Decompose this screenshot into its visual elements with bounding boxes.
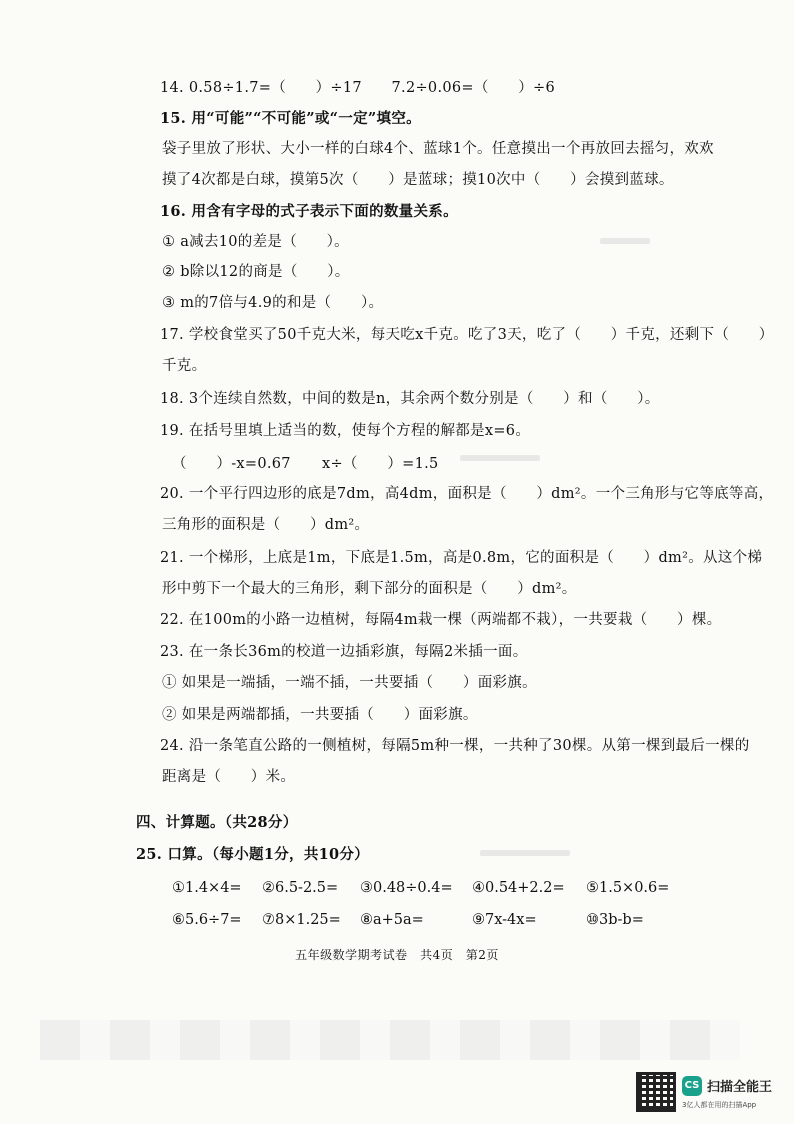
scanner-tagline: 3亿人都在用的扫描App: [682, 1101, 757, 1109]
question-20-text-b: 三角形的面积是（ ）dm²。: [162, 517, 370, 533]
question-19-equation-1: （ ）-x=0.67: [172, 456, 291, 472]
question-16-item-2: ② b除以12的商是（ ）。: [162, 264, 350, 280]
question-21-text-a: 21. 一个梯形，上底是1m，下底是1.5m，高是0.8m，它的面积是（ ）dm²。从这个梯: [160, 550, 763, 566]
question-23-item-2: ② 如果是两端都插，一共要插（ ）面彩旗。: [162, 707, 478, 723]
question-16-item-3: ③ m的7倍与4.9的和是（ ）。: [162, 295, 384, 311]
bleed-through-band: [40, 1020, 740, 1060]
scanner-app-name: 扫描全能王: [707, 1080, 773, 1095]
oral-calc-item: ⑦8×1.25=: [262, 912, 341, 928]
question-19-equation-2: x÷（ ）=1.5: [322, 456, 439, 472]
question-15-title: 15. 用“可能”“不可能”或“一定”填空。: [160, 110, 421, 127]
question-16-item-1: ① a减去10的差是（ ）。: [162, 234, 349, 250]
question-15-text-a: 袋子里放了形状、大小一样的白球4个、蓝球1个。任意摸出一个再放回去摇匀，欢欢: [162, 141, 714, 157]
question-20-text-a: 20. 一个平行四边形的底是7dm，高4dm，面积是（ ）dm²。一个三角形与它等底等高，: [160, 486, 774, 502]
oral-calc-item: ⑤1.5×0.6=: [586, 880, 670, 896]
qr-code-icon: [636, 1072, 676, 1112]
oral-calc-item: ⑨7x-4x=: [472, 912, 537, 928]
question-17-text-b: 千克。: [162, 358, 207, 374]
question-23-item-1: ① 如果是一端插，一端不插，一共要插（ ）面彩旗。: [162, 675, 537, 691]
oral-calc-item: ⑥5.6÷7=: [172, 912, 242, 928]
section-4-title: 四、计算题。（共28分）: [136, 814, 298, 831]
oral-calc-item: ①1.4×4=: [172, 880, 242, 896]
page-footer: 五年级数学期考试卷 共4页 第2页: [295, 948, 499, 962]
oral-calc-item: ⑧a+5a=: [360, 912, 424, 928]
question-19-title: 19. 在括号里填上适当的数，使每个方程的解都是x=6。: [160, 423, 531, 439]
scan-smudge: [480, 850, 570, 856]
camscanner-logo-icon: CS: [682, 1076, 702, 1096]
question-24-text-a: 24. 沿一条笔直公路的一侧植树，每隔5m种一棵，一共种了30棵。从第一棵到最后一棵的: [160, 738, 750, 754]
question-24-text-b: 距离是（ ）米。: [162, 769, 296, 785]
oral-calc-item: ⑩3b-b=: [586, 912, 644, 928]
oral-calc-item: ③0.48÷0.4=: [360, 880, 453, 896]
scan-smudge: [600, 238, 650, 244]
question-21-text-b: 形中剪下一个最大的三角形，剩下部分的面积是（ ）dm²。: [162, 581, 577, 597]
question-16-title: 16. 用含有字母的式子表示下面的数量关系。: [160, 203, 458, 220]
scan-smudge: [460, 455, 540, 461]
question-23-title: 23. 在一条长36m的校道一边插彩旗，每隔2米插一面。: [160, 644, 528, 660]
question-18: 18. 3个连续自然数，中间的数是n，其余两个数分别是（ ）和（ ）。: [160, 391, 660, 407]
question-25-title: 25. 口算。（每小题1分，共10分）: [136, 846, 369, 863]
question-14: 14. 0.58÷1.7=（ ）÷17 7.2÷0.06=（ ）÷6: [160, 80, 556, 96]
question-17-text-a: 17. 学校食堂买了50千克大米，每天吃x千克。吃了3天，吃了（ ）千克，还剩下（ ）: [160, 327, 774, 343]
oral-calc-item: ②6.5-2.5=: [262, 880, 339, 896]
oral-calc-item: ④0.54+2.2=: [472, 880, 565, 896]
question-22: 22. 在100m的小路一边植树，每隔4m栽一棵（两端都不栽），一共要栽（ ）棵。: [160, 612, 722, 628]
question-15-text-b: 摸了4次都是白球，摸第5次（ ）是蓝球；摸10次中（ ）会摸到蓝球。: [162, 172, 674, 188]
